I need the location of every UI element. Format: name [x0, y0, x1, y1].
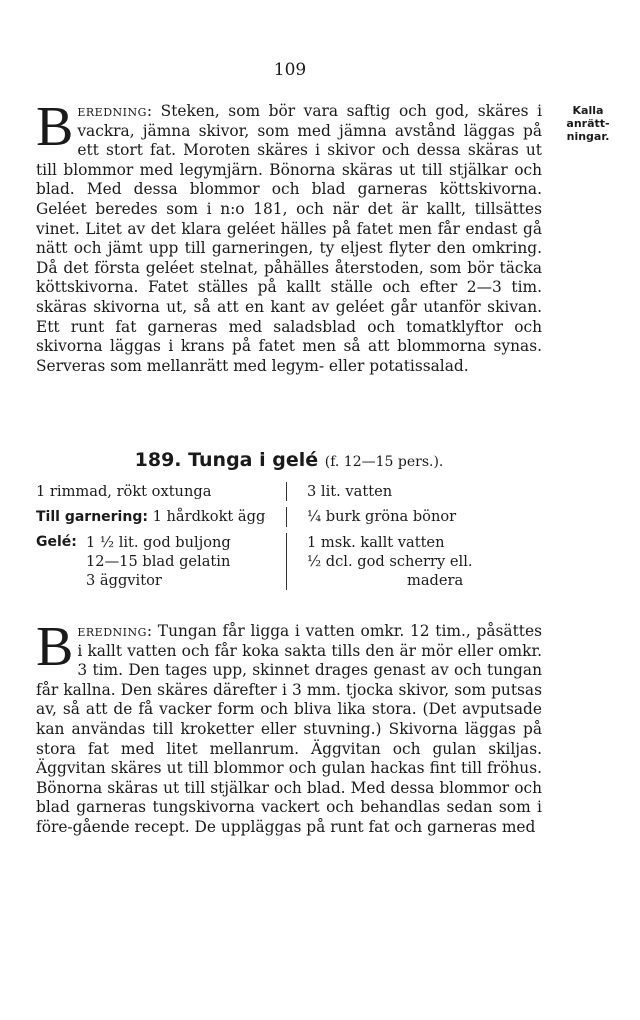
paragraph-text: : Steken, som bör vara saftig och god, skäres i vackra, jämna skivor, som med jämna avstånd läggas på ett stort fat. Moroten skäres i skivor och dessa skäras ut till blommor med legymjärn. Bönorna skäras ut till stjälkar och blad. Med dessa blommor och blad garneras köttskivorna. Geléet beredes som i n:o 181, och när det är kallt, tillsättes vinet. Litet av det klara geléet hälles på fatet men får endast gå nätt och jämt upp till garneringen, ty eljest flyter den omkring. Då det första geléet stelnat, påhälles återstoden, som bör täcka köttskivorna. Fatet ställes på kallt ställe och efter 2—3 tim. skäras skivorna ut, så att en kant av geléet går utanför skivan. Ett runt fat garneras med saladsblad och tomatklyftor och skivorna läggas i krans på fatet men så att blommorna synas. Serveras som mellanrätt med legym- eller potatissalad. [36, 102, 542, 375]
gele-items [86, 533, 231, 590]
ingredients-list [36, 482, 542, 596]
ingredient-left [36, 507, 286, 527]
garnish-item: 1 hårdkokt ägg [152, 508, 266, 525]
gele-item: 1 ½ lit. god buljong [86, 534, 231, 551]
ingredient-right: ¼ burk gröna bönor [286, 507, 542, 527]
recipe-header [36, 449, 542, 471]
ingredient-left: 1 rimmad, rökt oxtunga [36, 483, 212, 500]
recipe-title: Tunga i gelé [188, 449, 319, 471]
garnish-label: Till garnering: [36, 509, 148, 525]
gele-item: 3 äggvitor [86, 572, 162, 589]
gele-item: ½ dcl. god scherry ell. [307, 553, 473, 570]
ingredient-row [36, 482, 542, 501]
drop-cap: B [36, 96, 74, 158]
margin-note-line: anrätt- [566, 117, 610, 130]
ingredient-row [36, 533, 542, 590]
page-number: 109 [273, 60, 307, 80]
gele-left [36, 533, 286, 590]
gele-right [286, 533, 542, 590]
drop-cap: B [36, 616, 74, 678]
paragraph-text: : Tungan får ligga i vatten omkr. 12 tim., påsättes i kallt vatten och får koka sakta tills den är mör eller omkr. 3 tim. Den tages upp, skinnet drages genast av och tungan får kallna. Den skäres därefter i 3 mm. tjocka skivor, som putsas av, så att de få vacker form och bliva lika stora. (Det avputsade kan användas till kroketter eller stuvning.) Skivorna läggas på stora fat med litet mellanrum. Äggvitan och gulan skiljas. Äggvitan skäres ut till blommor och gulan hackas fint till fröhus. Bönorna skäras ut till stjälkar och blad. Med dessa blommor och blad garneras tungskivorna vackert och behandlas sedan som i före-gående recept. De uppläggas på runt fat och garneras med [36, 622, 542, 836]
gele-item: madera [407, 572, 464, 589]
margin-note-line: ningar. [566, 130, 610, 143]
recipe-servings: (f. 12—15 pers.). [324, 454, 444, 470]
preparation-paragraph-2 [36, 616, 542, 838]
gele-item: 12—15 blad gelatin [86, 553, 231, 570]
recipe-number: 189. [134, 449, 182, 471]
ingredient-right: 3 lit. vatten [286, 482, 542, 501]
preparation-paragraph-1 [36, 96, 542, 376]
lead-word: eredning [77, 102, 147, 120]
margin-note [548, 104, 628, 143]
ingredient-row [36, 507, 542, 527]
lead-word: eredning [77, 622, 147, 640]
gele-item: 1 msk. kallt vatten [307, 534, 445, 551]
margin-note-line: Kalla [572, 104, 604, 117]
gele-label: Gelé: [36, 534, 77, 550]
